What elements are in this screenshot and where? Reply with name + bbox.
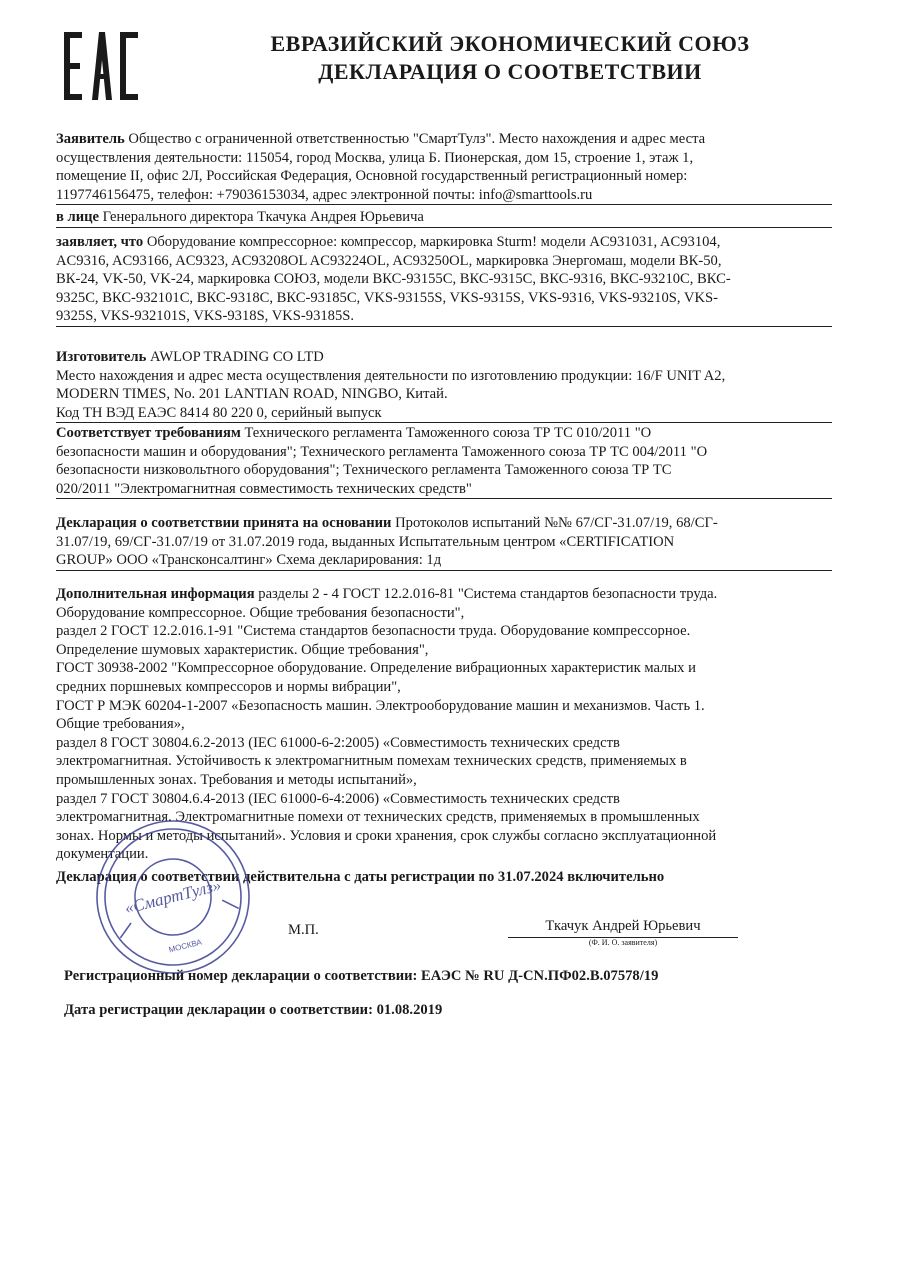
additional-info-line: Оборудование компрессорное. Общие требования безопасности", <box>56 604 465 621</box>
basis-section <box>56 514 832 571</box>
basis-line: Протоколов испытаний №№ 67/СГ-31.07/19, 68/СГ- <box>391 515 718 531</box>
declares-line: ВК-24, VK-50, VK-24, маркировка СОЮЗ, модели ВКС-93155С, ВКС-9315С, ВКС-9316, ВКС-93210С, ВКС- <box>56 271 731 288</box>
registration-number: Регистрационный номер декларации о соответствии: ЕАЭС № RU Д-CN.ПФ02.В.07578/19 <box>64 968 659 984</box>
conforms-line: 020/2011 "Электромагнитная совместимость технических средств" <box>56 480 472 497</box>
conforms-line: безопасности машин и оборудования"; Технического регламента Таможенного союза ТР ТС 004/2011 "О <box>56 443 708 460</box>
additional-info-line: электромагнитная. Устойчивость к электромагнитным помехам технических средств, применяемых в <box>56 753 687 770</box>
basis-line: 31.07/19, 69/СГ-31.07/19 от 31.07.2019 года, выданных Испытательным центром «CERTIFICATION <box>56 533 675 550</box>
represented-by-label: в лице <box>56 209 100 225</box>
additional-info-line: электромагнитная. Электромагнитные помехи от технических средств, применяемых в промышленных <box>56 809 700 826</box>
applicant-section <box>56 130 832 205</box>
declares-line: 9325S, VKS-932101S, VKS-9318S, VKS-93185S. <box>56 308 355 325</box>
declares-label: заявляет, что <box>56 234 144 250</box>
additional-info-label: Дополнительная информация <box>56 586 255 602</box>
signer-block <box>508 918 738 948</box>
manufacturer-section <box>56 348 832 423</box>
title-declaration: ДЕКЛАРАЦИЯ О СООТВЕТСТВИИ <box>318 59 702 84</box>
registration-date: Дата регистрации декларации о соответствии: 01.08.2019 <box>64 1002 443 1018</box>
title-union: ЕВРАЗИЙСКИЙ ЭКОНОМИЧЕСКИЙ СОЮЗ <box>270 31 750 56</box>
additional-info-line: раздел 2 ГОСТ 12.2.016.1-91 "Система стандартов безопасности труда. Оборудование компрессорное. <box>56 623 691 640</box>
eac-logo <box>62 30 142 102</box>
applicant-line: осуществления деятельности: 115054, город Москва, улица Б. Пионерская, дом 15, строение 1, этаж 1, <box>56 149 694 166</box>
represented-by-section <box>56 208 832 228</box>
conforms-line: безопасности низковольтного оборудования"; Технического регламента Таможенного союза ТР ТС <box>56 462 672 479</box>
document-title <box>210 30 810 86</box>
additional-info-line: ГОСТ Р МЭК 60204-1-2007 «Безопасность машин. Электрооборудование машин и механизмов. Часть 1. <box>56 697 705 714</box>
seal-center-text: «СмартТулз» <box>122 875 224 918</box>
signature-row <box>56 918 832 958</box>
declares-line: AC9316, AC93166, AC9323, AC93208OL AC93224OL, AC93250OL, маркировка Энергомаш, модели ВК-50, <box>56 252 722 269</box>
additional-info-line: Определение шумовых характеристик. Общие требования", <box>56 641 429 658</box>
additional-info-line: разделы 2 - 4 ГОСТ 12.2.016-81 "Система стандартов безопасности труда. <box>254 586 718 602</box>
additional-info-line: средних поршневых компрессоров и нормы вибрации", <box>56 678 401 695</box>
validity-statement: Декларация о соответствии действительна с даты регистрации по 31.07.2024 включительно <box>56 869 665 885</box>
additional-info-line: промышленных зонах. Требования и методы испытаний», <box>56 771 417 788</box>
conforms-line: Технического регламента Таможенного союза ТР ТС 010/2011 "О <box>240 425 652 441</box>
conforms-label: Соответствует требованиям <box>56 425 241 441</box>
seal-placeholder-label: М.П. <box>288 922 319 938</box>
additional-info-line: зонах. Нормы и методы испытаний». Условия и сроки хранения, срок службы согласно эксплуатационной <box>56 827 717 844</box>
additional-info-line: документации. <box>56 846 149 863</box>
applicant-line: Общество с ограниченной ответственностью "СмартТулз". Место нахождения и адрес места <box>124 131 706 147</box>
manufacturer-name: AWLOP TRADING CO LTD <box>146 349 324 365</box>
manufacturer-line: Код ТН ВЭД ЕАЭС 8414 80 220 0, серийный выпуск <box>56 404 382 421</box>
signer-caption: (Ф. И. О. заявителя) <box>508 937 738 948</box>
additional-info-line: Общие требования», <box>56 716 185 733</box>
conforms-section <box>56 424 832 499</box>
manufacturer-label: Изготовитель <box>56 349 147 365</box>
seal-city: МОСКВА <box>167 937 203 955</box>
additional-info-line: раздел 7 ГОСТ 30804.6.4-2013 (IEC 61000-6-4:2006) «Совместимость технических средств <box>56 790 620 807</box>
basis-label: Декларация о соответствии принята на основании <box>56 515 392 531</box>
declares-line: Оборудование компрессорное: компрессор, маркировка Sturm! модели AC931031, AC93104, <box>143 234 721 250</box>
applicant-line: помещение II, офис 2Л, Российская Федерация, Основной государственный регистрационный номер: <box>56 168 688 185</box>
declares-line: 9325С, ВКС-932101С, ВКС-9318С, ВКС-93185С, VKS-93155S, VKS-9315S, VKS-9316, VKS-93210S, VKS- <box>56 289 718 306</box>
declares-section <box>56 233 832 327</box>
basis-line: GROUP» ООО «Трансконсалтинг» Схема декларирования: 1д <box>56 552 442 569</box>
signer-name: Ткачук Андрей Юрьевич <box>545 918 701 934</box>
manufacturer-line: MODERN TIMES, No. 201 LANTIAN ROAD, NINGBO, Китай. <box>56 386 448 403</box>
additional-info-line: раздел 8 ГОСТ 30804.6.2-2013 (IEC 61000-6-2:2005) «Совместимость технических средств <box>56 734 620 751</box>
represented-by-text: Генерального директора Ткачука Андрея Юрьевича <box>99 209 424 225</box>
applicant-label: Заявитель <box>56 131 125 147</box>
manufacturer-line: Место нахождения и адрес места осуществления деятельности по изготовлению продукции: 16/F UNIT A2, <box>56 367 726 384</box>
additional-info-line: ГОСТ 30938-2002 "Компрессорное оборудование. Определение вибрационных характеристик малых и <box>56 660 696 677</box>
applicant-line: 1197746156475, телефон: +79036153034, адрес электронной почты: info@smarttools.ru <box>56 186 593 203</box>
